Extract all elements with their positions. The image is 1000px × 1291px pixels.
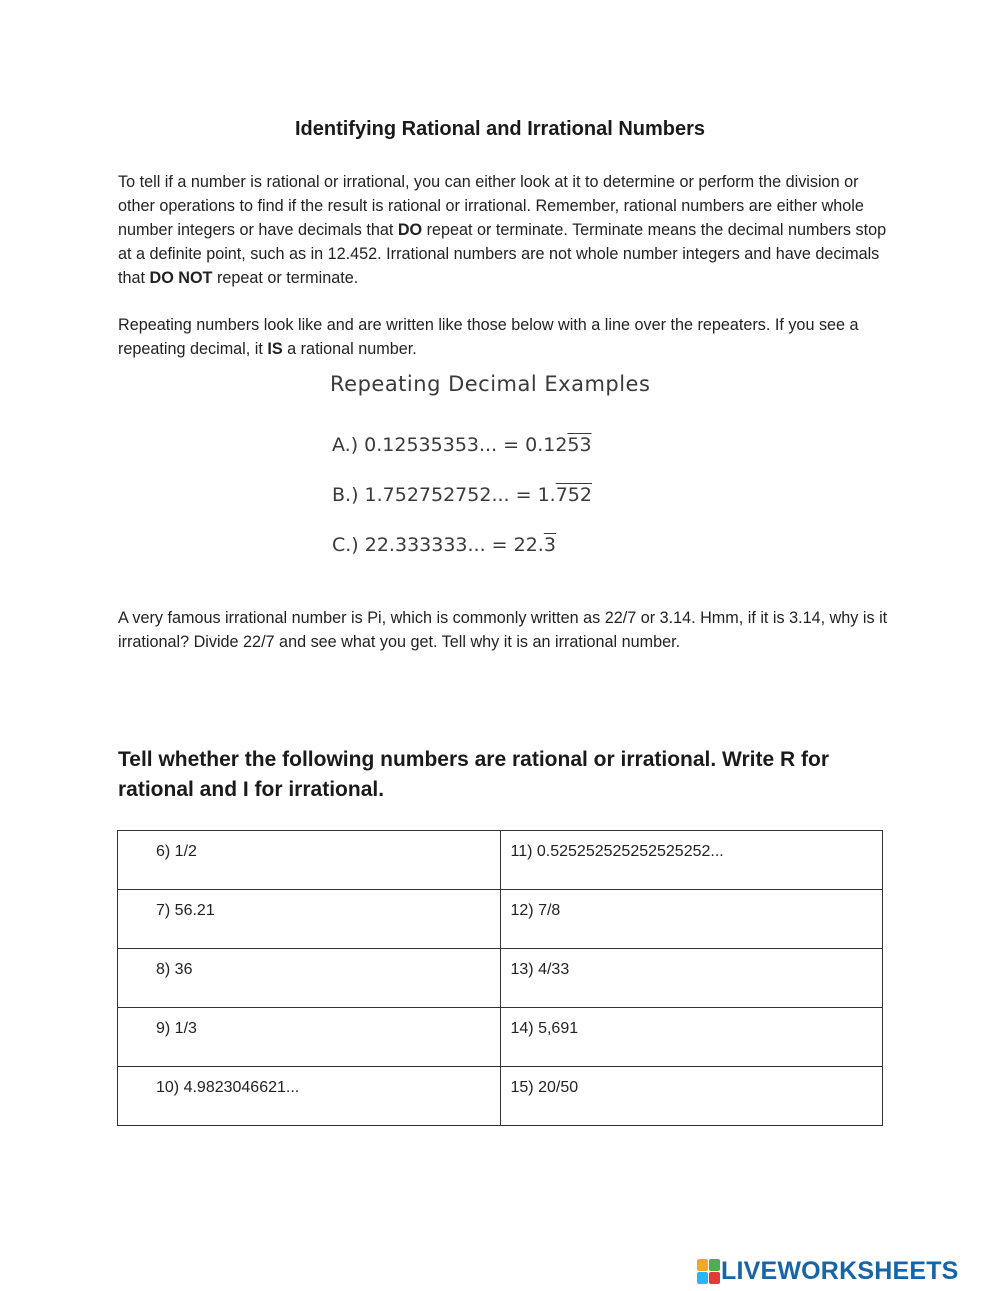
repeater-a: 53 [567, 434, 592, 456]
question-cell-right[interactable]: 11) 0.525252525252525252... [500, 831, 883, 890]
repeater-c: 3 [543, 534, 556, 556]
page-title: Identifying Rational and Irrational Numbers [294, 118, 706, 140]
repeating-examples-figure [330, 372, 690, 556]
question-cell-left[interactable]: 10) 4.9823046621... [118, 1067, 501, 1126]
instructions-heading: Tell whether the following numbers are rational or irrational. Write R for rational and I for irrational. [118, 748, 829, 801]
liveworksheets-logo[interactable] [697, 1256, 959, 1286]
intro-paragraph [118, 170, 888, 290]
repeating-text-2: a rational number. [282, 340, 417, 358]
answer-table [117, 830, 883, 1126]
repeating-bold-is: IS [267, 340, 283, 358]
repeating-text-1: Repeating numbers look like and are written like those below with a line over the repeaters. If you see a repeating decimal, it [118, 316, 859, 358]
intro-bold-do: DO [397, 221, 423, 239]
question-cell-left[interactable]: 7) 56.21 [118, 890, 501, 949]
table-row [118, 890, 883, 949]
example-a: A.) 0.12535353... = 0.1253 [332, 434, 592, 456]
brand-name: LIVEWORKSHEETS [721, 1256, 959, 1285]
question-cell-left[interactable]: 8) 36 [118, 949, 501, 1008]
table-row [118, 831, 883, 890]
question-cell-right[interactable]: 14) 5,691 [500, 1008, 883, 1067]
example-b: B.) 1.752752752... = 1.752 [332, 484, 592, 506]
examples-title: Repeating Decimal Examples [330, 372, 651, 396]
table-row [118, 1067, 883, 1126]
example-c: C.) 22.333333... = 22.3 [332, 534, 556, 556]
intro-text-3: repeat or terminate. [212, 269, 359, 287]
repeating-paragraph [118, 313, 888, 361]
repeater-b: 752 [555, 484, 592, 506]
question-cell-left[interactable]: 6) 1/2 [118, 831, 501, 890]
question-cell-left[interactable]: 9) 1/3 [118, 1008, 501, 1067]
question-cell-right[interactable]: 15) 20/50 [500, 1067, 883, 1126]
intro-text-2: repeat or terminate. Terminate means the decimal numbers stop at a definite point, such as in 12.452. Irrational numbers are not whole number integers and have decimals that [118, 221, 887, 287]
liveworksheets-logo-icon [697, 1259, 719, 1283]
question-cell-right[interactable]: 13) 4/33 [500, 949, 883, 1008]
intro-text-1: To tell if a number is rational or irrational, you can either look at it to determine or perform the division or other operations to find if the result is rational or irrational. Remember, rational numbers are either whole number integers or have decimals that [118, 173, 864, 239]
table-row [118, 949, 883, 1008]
question-cell-right[interactable]: 12) 7/8 [500, 890, 883, 949]
table-row [118, 1008, 883, 1067]
pi-paragraph: A very famous irrational number is Pi, which is commonly written as 22/7 or 3.14. Hmm, if it is 3.14, why is it irrational? Divide 22/7 and see what you get. Tell why it is an irrational number. [118, 609, 888, 651]
intro-bold-do-not: DO NOT [149, 269, 213, 287]
